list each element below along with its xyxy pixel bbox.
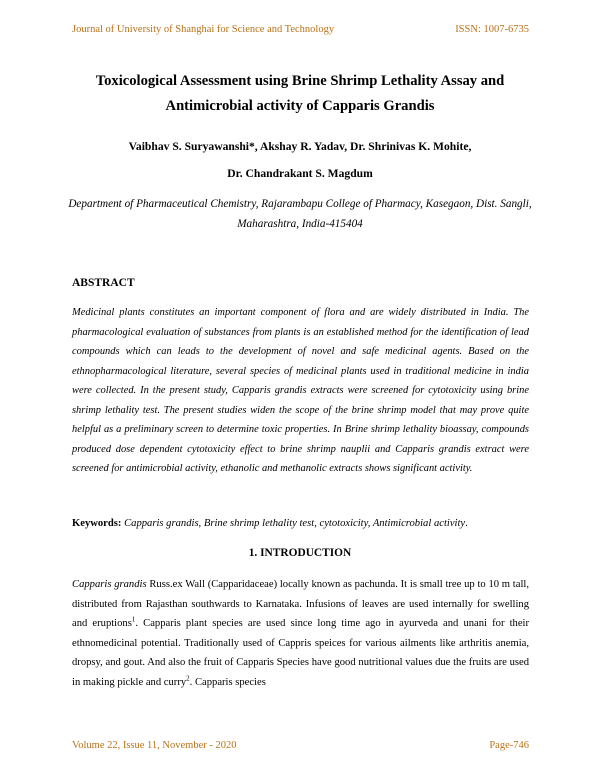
keywords-text: Capparis grandis, Brine shrimp lethality test, cytotoxicity, Antimicrobial activity <box>124 518 466 529</box>
author-list <box>60 133 540 187</box>
intro-text-1: Russ.ex Wall (Capparidaceae) locally known as pachunda. It is small tree up to 10 m tall, distributed from Rajasthan southwards to Karnataka. Infusions of leaves are used internally for swelling and eruptions <box>72 579 529 629</box>
authors-line-1: Vaibhav S. Suryawanshi*, Akshay R. Yadav, Dr. Shrinivas K. Mohite, <box>128 140 472 153</box>
intro-text-3: . Capparis species <box>189 676 266 688</box>
keywords <box>72 516 532 532</box>
abstract-text: Medicinal plants constitutes an important component of flora and are widely distributed in India. The pharmacological evaluation of substances from plants is an established method for the identification of lead compounds which can leads to the development of novel and safe medicinal agents. Based on the ethnopharmacological literature, several species of medicinal plants used in traditional medicine in india were collected. In the present study, Capparis grandis extracts were screened for cytotoxicity using brine shrimp lethality test. The present studies widen the scope of the brine shrimp model that may prove quite helpful as a preliminary screen to determine toxic properties. In Brine shrimp lethality bioassay, compounds produced dose dependent cytotoxicity effect to brine shrimp nauplii and Capparis grandis extract were screened for antimicrobial activity, ethanolic and methanolic extracts shows significant activity. <box>72 307 529 474</box>
issn: ISSN: 1007-6735 <box>455 24 529 35</box>
keywords-period: . <box>465 518 468 529</box>
volume-info: Volume 22, Issue 11, November - 2020 <box>72 740 237 751</box>
abstract-heading: ABSTRACT <box>72 277 135 289</box>
citation-1: 1 <box>131 615 136 624</box>
keywords-label: Keywords: <box>72 518 122 529</box>
species-name: Capparis grandis <box>72 579 147 590</box>
authors-line-2: Dr. Chandrakant S. Magdum <box>227 167 373 180</box>
paper-title: Toxicological Assessment using Brine Shrimp Lethality Assay and Antimicrobial activity of Capparis Grandis <box>95 73 505 114</box>
intro-text-2: . Capparis plant species are used since long time ago in ayurveda and unani for their ethnomedicinal potential. Traditionally used of Cappris speices for various ailments like arthritis anemia, dropsy, and gout. And also the fruit of Capparis Species have good nutritional values due the fruits are used in making pickle and curry <box>72 618 530 688</box>
introduction-heading: 1. INTRODUCTION <box>248 547 352 559</box>
page-number: Page-746 <box>489 740 529 751</box>
journal-name: Journal of University of Shanghai for Science and Technology <box>72 24 335 35</box>
affiliation: Department of Pharmaceutical Chemistry, Rajarambapu College of Pharmacy, Kasegaon, Dist. Sangli, Maharashtra, India-415404 <box>68 198 532 230</box>
citation-2: 2 <box>186 673 190 682</box>
introduction-paragraph <box>72 575 529 692</box>
